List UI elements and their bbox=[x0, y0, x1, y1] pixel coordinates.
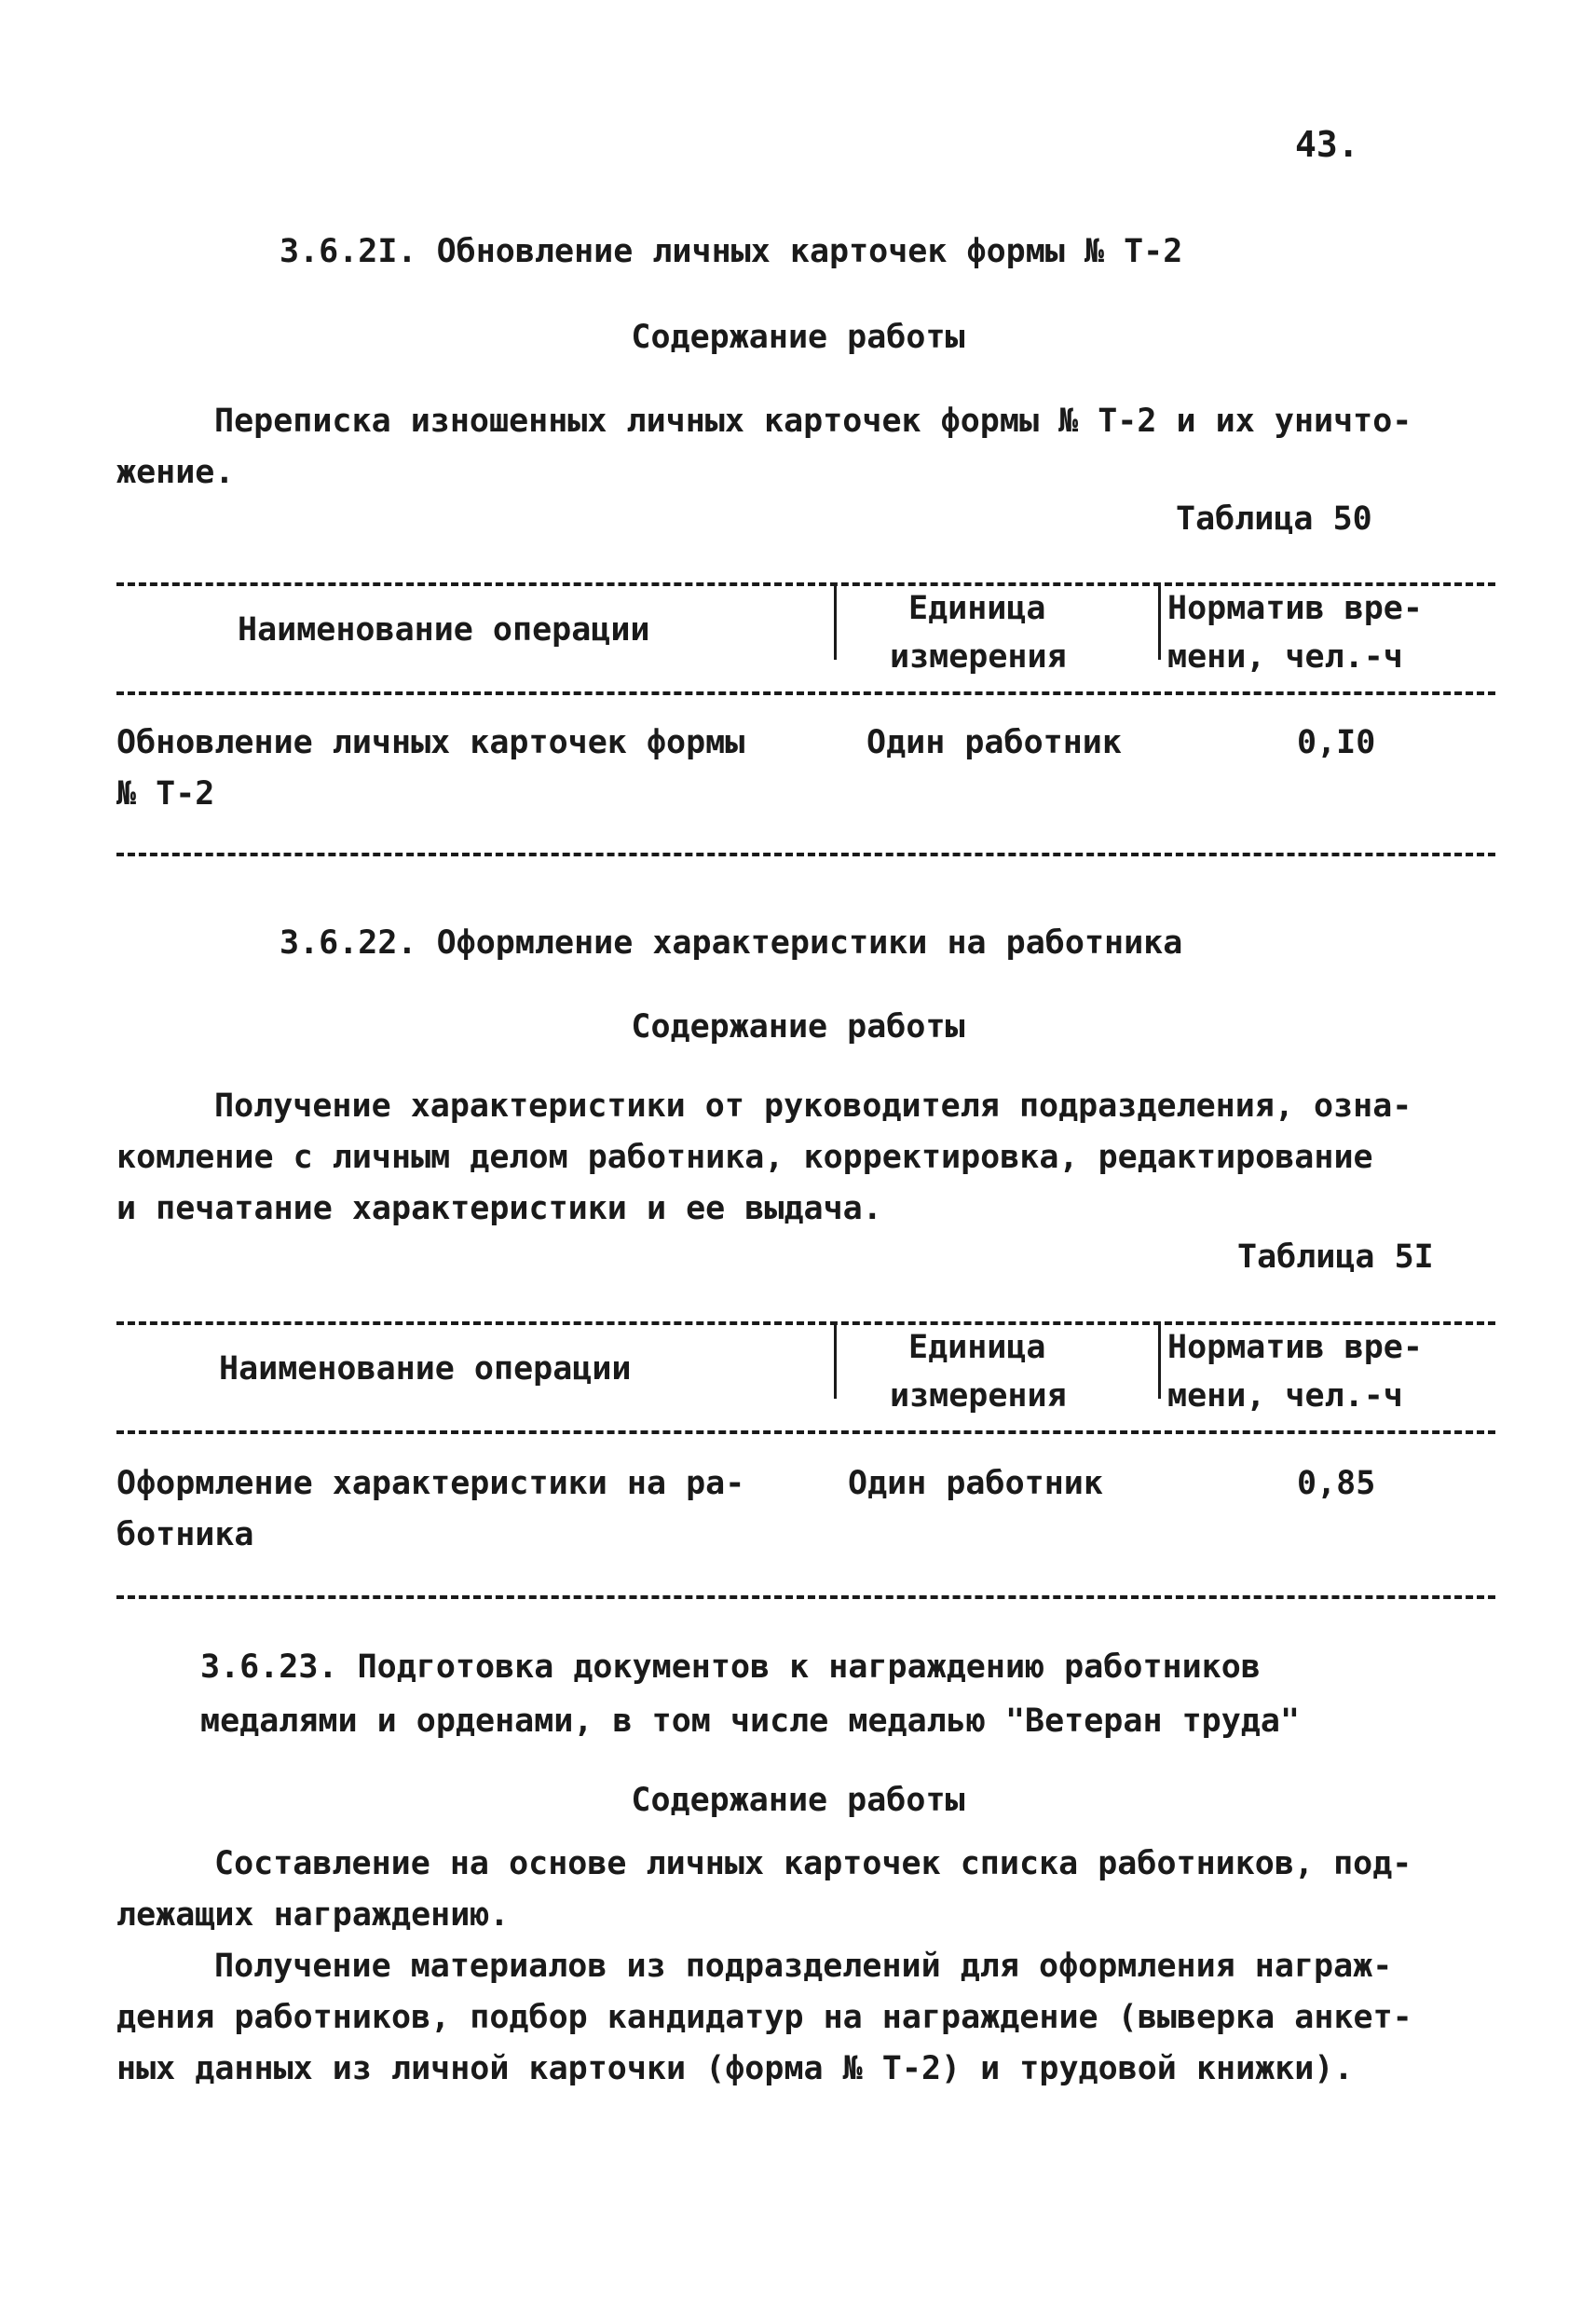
section-21-text-line-2: жение. bbox=[116, 454, 235, 491]
table-50-header-unit bbox=[890, 584, 1067, 681]
table-51-header-unit-line-2: измерения bbox=[890, 1377, 1067, 1415]
section-22-text bbox=[116, 1081, 1477, 1235]
section-23-para2-line-2: дения работников, подбор кандидатур на награждение (выверка анкет- bbox=[116, 1999, 1412, 2036]
table-50-header-unit-line-2: измерения bbox=[890, 638, 1067, 676]
page-number: 43. bbox=[1295, 124, 1359, 165]
table-51-label: Таблица 5I bbox=[1237, 1238, 1434, 1276]
table-50-header-norm-line-2: мени, чел.-ч bbox=[1167, 638, 1403, 676]
section-23-para2-line-3: ных данных из личной карточки (форма № Т-2) и трудовой книжки). bbox=[116, 2050, 1354, 2087]
section-21-text-line-1: Переписка изношенных личных карточек формы № Т-2 и их уничто- bbox=[214, 403, 1412, 440]
table-50-header-rule bbox=[116, 691, 1495, 695]
section-21-subheading: Содержание работы bbox=[631, 319, 965, 356]
table-50-divider-1 bbox=[834, 585, 837, 660]
table-51-bottom-rule bbox=[116, 1595, 1495, 1599]
table-50-bottom-rule bbox=[116, 853, 1495, 856]
section-22-text-line-2: комление с личным делом работника, корректировка, редактирование bbox=[116, 1139, 1373, 1176]
section-22-heading: 3.6.22. Оформление характеристики на работника bbox=[280, 924, 1183, 962]
table-50-header-unit-line-1: Единица bbox=[908, 590, 1046, 627]
table-50-label: Таблица 50 bbox=[1176, 500, 1372, 538]
table-51-row-operation bbox=[116, 1458, 744, 1561]
table-51-header-unit bbox=[890, 1323, 1067, 1420]
table-50-row-operation-line-1: Обновление личных карточек формы bbox=[116, 724, 745, 761]
table-51-divider-1 bbox=[834, 1324, 837, 1399]
table-50-divider-2 bbox=[1158, 585, 1161, 660]
table-50-header-operation: Наименование операции bbox=[238, 611, 650, 649]
section-23-heading-line-2: медалями и орденами, в том числе медалью "Ветеран труда" bbox=[200, 1702, 1301, 1740]
section-23-subheading: Содержание работы bbox=[631, 1782, 965, 1819]
section-23-para1-line-1: Составление на основе личных карточек списка работников, под- bbox=[214, 1845, 1412, 1882]
table-51-header-norm bbox=[1167, 1323, 1423, 1420]
section-23-paragraph-1 bbox=[116, 1839, 1477, 1941]
section-22-text-line-1: Получение характеристики от руководителя подразделения, озна- bbox=[214, 1087, 1412, 1125]
table-50-row-unit: Один работник bbox=[866, 724, 1122, 761]
table-51-header-unit-line-1: Единица bbox=[908, 1329, 1046, 1366]
table-51-header-rule bbox=[116, 1430, 1495, 1434]
section-21-heading: 3.6.2I. Обновление личных карточек формы № Т-2 bbox=[280, 233, 1183, 270]
table-50-header-norm bbox=[1167, 584, 1423, 681]
table-50-row-operation bbox=[116, 718, 744, 820]
table-51-divider-2 bbox=[1158, 1324, 1161, 1399]
section-23-para1-line-2: лежащих награждению. bbox=[116, 1896, 510, 1934]
section-21-text bbox=[116, 396, 1477, 499]
table-51-row-operation-line-1: Оформление характеристики на ра- bbox=[116, 1465, 745, 1502]
section-22-text-line-3: и печатание характеристики и ее выдача. bbox=[116, 1190, 882, 1227]
table-50-row-operation-line-2: № Т-2 bbox=[116, 775, 215, 813]
section-23-heading bbox=[200, 1640, 1300, 1748]
section-23-heading-line-1: 3.6.23. Подготовка документов к награждению работников bbox=[200, 1648, 1261, 1686]
table-51-row-unit: Один работник bbox=[848, 1465, 1103, 1502]
table-51-header-norm-line-2: мени, чел.-ч bbox=[1167, 1377, 1403, 1415]
table-51-row-norm: 0,85 bbox=[1297, 1465, 1376, 1502]
table-51-row-operation-line-2: ботника bbox=[116, 1516, 254, 1553]
table-50-header-norm-line-1: Норматив вре- bbox=[1167, 590, 1423, 627]
table-50-row-norm: 0,I0 bbox=[1297, 724, 1376, 761]
section-22-subheading: Содержание работы bbox=[631, 1008, 965, 1046]
section-23-para2-line-1: Получение материалов из подразделений для оформления награж- bbox=[214, 1948, 1393, 1985]
table-51-header-norm-line-1: Норматив вре- bbox=[1167, 1329, 1423, 1366]
section-23-paragraph-2 bbox=[116, 1941, 1477, 2095]
table-51-header-operation: Наименование операции bbox=[219, 1350, 632, 1388]
